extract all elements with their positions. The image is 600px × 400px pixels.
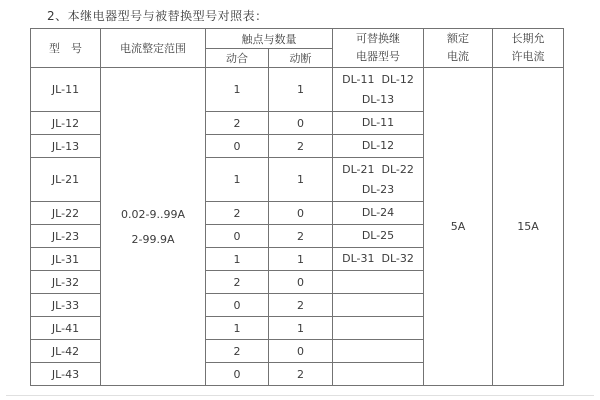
contact-no-cell: 2 [206, 112, 269, 135]
replaceable-models-cell [333, 112, 424, 135]
replaceable-models-cell [333, 135, 424, 158]
model-cell: JL-33 [31, 294, 101, 317]
current-range-cell [101, 68, 206, 386]
col-header-replaceable-line2: 电器型号 [356, 50, 400, 63]
col-header-rated-line2: 电流 [447, 50, 469, 63]
model-cell: JL-22 [31, 202, 101, 225]
replaceable-models-cell [333, 294, 424, 317]
model-cell: JL-11 [31, 68, 101, 112]
contact-no-cell: 2 [206, 202, 269, 225]
col-header-rated-line1: 额定 [447, 32, 469, 45]
model-cell: JL-13 [31, 135, 101, 158]
contact-no-cell: 0 [206, 225, 269, 248]
contact-no-cell: 2 [206, 271, 269, 294]
replaceable-model-line: DL-25 [361, 229, 395, 242]
contact-nc-cell: 2 [269, 225, 333, 248]
col-header-replaceable-line1: 可替换继 [356, 32, 400, 45]
replaceable-models-cell [333, 317, 424, 340]
model-cell: JL-41 [31, 317, 101, 340]
replaceable-model-line: DL-13 [361, 92, 395, 106]
contact-no-cell: 1 [206, 317, 269, 340]
contact-nc-cell: 1 [269, 158, 333, 202]
contact-nc-cell: 0 [269, 112, 333, 135]
relay-comparison-table [30, 28, 564, 386]
contact-nc-cell: 1 [269, 68, 333, 112]
replaceable-model-line: DL-21 DL-22 [342, 162, 414, 176]
contact-nc-cell: 2 [269, 294, 333, 317]
section-title: 2、本继电器型号与被替换型号对照表： [47, 9, 268, 23]
replaceable-models-cell [333, 271, 424, 294]
col-header-model: 型 号 [31, 29, 101, 68]
page-edge-divider [6, 395, 594, 396]
contact-nc-cell: 0 [269, 340, 333, 363]
table-header [31, 29, 564, 68]
contact-no-cell: 0 [206, 363, 269, 386]
model-cell: JL-32 [31, 271, 101, 294]
col-header-contact-nc: 动断 [269, 49, 333, 68]
replaceable-model-line: DL-31 DL-32 [342, 252, 414, 265]
contact-nc-cell: 1 [269, 248, 333, 271]
replaceable-models-cell [333, 68, 424, 112]
replaceable-models-cell [333, 158, 424, 202]
replaceable-model-line: DL-11 DL-12 [342, 72, 414, 86]
col-header-rated-current [424, 29, 493, 68]
col-header-longterm-current [493, 29, 564, 68]
col-header-contacts-group: 触点与数量 [206, 29, 333, 49]
contact-no-cell: 1 [206, 68, 269, 112]
model-cell: JL-21 [31, 158, 101, 202]
contact-nc-cell: 0 [269, 202, 333, 225]
col-header-contact-no: 动合 [206, 49, 269, 68]
model-cell: JL-42 [31, 340, 101, 363]
col-header-longterm-line1: 长期允 [511, 32, 545, 45]
model-cell: JL-12 [31, 112, 101, 135]
replaceable-models-cell [333, 340, 424, 363]
header-row-1 [31, 29, 564, 49]
col-header-current-range: 电流整定范围 [101, 29, 206, 68]
replaceable-model-line: DL-11 [361, 116, 395, 129]
replaceable-model-line: DL-12 [361, 139, 395, 152]
contact-nc-cell: 0 [269, 271, 333, 294]
contact-nc-cell: 2 [269, 363, 333, 386]
longterm-current-cell: 15A [493, 68, 564, 386]
rated-current-cell: 5A [424, 68, 493, 386]
replaceable-models-cell [333, 363, 424, 386]
model-cell: JL-31 [31, 248, 101, 271]
current-range-line: 0.02-9..99A [121, 207, 185, 221]
table-row [31, 68, 564, 112]
col-header-replaceable [333, 29, 424, 68]
replaceable-models-cell [333, 225, 424, 248]
contact-no-cell: 1 [206, 248, 269, 271]
contact-nc-cell: 1 [269, 317, 333, 340]
col-header-longterm-line2: 许电流 [511, 50, 545, 63]
table-body [31, 68, 564, 386]
model-cell: JL-23 [31, 225, 101, 248]
contact-nc-cell: 2 [269, 135, 333, 158]
current-range-line: 2-99.9A [131, 232, 175, 246]
replaceable-model-line: DL-24 [361, 206, 395, 219]
contact-no-cell: 1 [206, 158, 269, 202]
replaceable-models-cell [333, 202, 424, 225]
contact-no-cell: 2 [206, 340, 269, 363]
model-cell: JL-43 [31, 363, 101, 386]
replaceable-model-line: DL-23 [361, 182, 395, 196]
contact-no-cell: 0 [206, 135, 269, 158]
replaceable-models-cell [333, 248, 424, 271]
contact-no-cell: 0 [206, 294, 269, 317]
